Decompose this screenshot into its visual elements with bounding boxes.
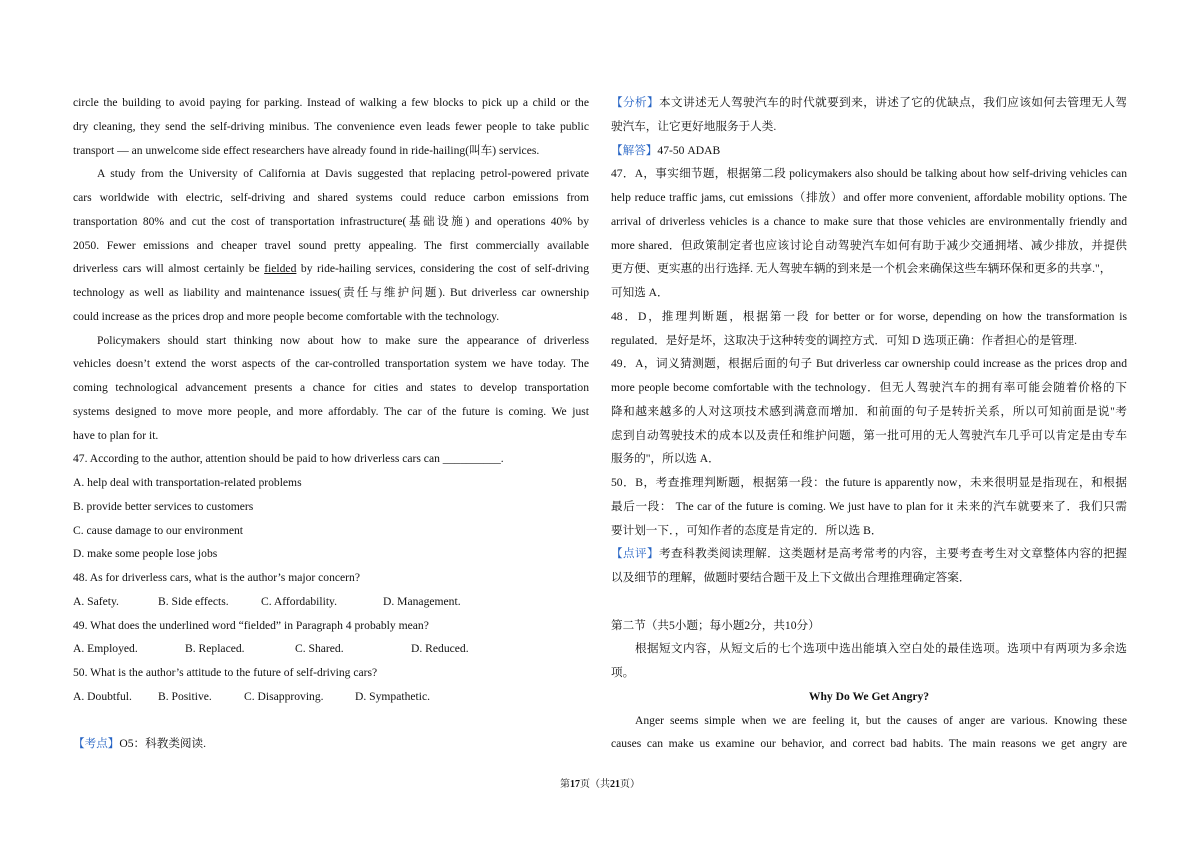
fenxi-line (611, 91, 1127, 115)
option-48-b: B. Side effects. (158, 594, 229, 608)
passage-line: Policymakers should start thinking now about how to make sure the appearance of driverless (97, 333, 589, 347)
passage-line: systems designed to move more people, and more affordably. The car of the future is coming. We just (73, 404, 589, 418)
option-48-a: A. Safety. (73, 594, 119, 608)
answer-48-line: 48．D，推理判断题，根据第一段 for better or for worse, depending on how the transformation is (611, 309, 1127, 323)
page-number: 17 (570, 779, 580, 790)
option-50-d: D. Sympathetic. (355, 689, 431, 703)
passage-text: driverless cars will almost certainly be (73, 262, 265, 276)
option-47-a: A. help deal with transportation-related problems (73, 476, 302, 489)
answer-50-line: 50．B，考查推理判断题，根据第一段：the future is apparently now，未来很明显是指现在，和根据 (611, 476, 1127, 489)
fenxi-text: 本文讲述无人驾驶汽车的时代就要到来，讲述了它的优缺点，我们应该如何去管理无人驾 (659, 96, 1127, 109)
footer-text: 页） (620, 779, 640, 790)
spacer (611, 590, 1127, 614)
dianping-line (611, 542, 1127, 566)
options-50 (73, 685, 589, 709)
kaodian-text: O5：科教类阅读. (119, 737, 207, 751)
footer-text: 第 (560, 779, 570, 790)
passage-line: A study from the University of California at Davis suggested that replacing petrol-powered private (97, 167, 589, 181)
options-49 (73, 637, 589, 661)
jieda-text: 47-50 ADAB (657, 143, 721, 157)
right-column (611, 91, 1127, 756)
option-47-b: B. provide better services to customers (73, 499, 254, 513)
question-47: 47. According to the author, attention should be paid to how driverless cars can __________. (73, 452, 504, 466)
jieda-line (611, 139, 1127, 163)
answer-49-line: 虑到自动驾驶技术的成本以及责任和维护问题，第一批可用的无人驾驶汽车几乎可以肯定是由专车 (611, 428, 1127, 442)
option-48-d: D. Management. (383, 594, 461, 608)
options-48 (73, 590, 589, 614)
instruction-line: 项。 (611, 666, 635, 679)
passage-line: cars worldwide with electric, self-driving and shared systems could reduce carbon emissions from (73, 191, 589, 204)
dianping-line: 以及细节的理解，做题时要结合题干及上下文做出合理推理确定答案． (611, 571, 971, 584)
section-heading: 第二节（共5小题；每小题2分，共10分） (611, 618, 820, 632)
passage-line: technology as well as liability and maintenance issues(责任与维护问题). But driverless car ownership (73, 286, 589, 299)
passage-line: causes can make us examine our behavior, and correct bad habits. The main reasons we get angry are (611, 737, 1127, 751)
answer-50-line: 要计划一下．，可知作者的态度是肯定的．所以选 B． (611, 523, 883, 537)
answer-47-line: arrival of driverless vehicles is a chance to make sure that those vehicles are environmentally friendly and (611, 214, 1127, 228)
page-footer (0, 775, 1200, 790)
passage-line: coming technological advancement presents a chance for cities and states to develop transportation (73, 381, 589, 394)
option-50-a: A. Doubtful. (73, 689, 132, 703)
passage-line: could increase as the prices drop and more people become comfortable with the technology. (73, 309, 500, 323)
answer-47-line: help reduce traffic jams, cut emissions（排放）and offer more convenient, affordable mobility options. The (611, 191, 1127, 204)
kaodian-tag: 【考点】 (73, 737, 120, 751)
passage-text: by ride-hailing services, considering the cost of self-driving (296, 262, 589, 276)
answer-48-line: regulated．是好是坏，这取决于这种转变的调控方式．可知 D 选项正确：作者担心的是管理. (611, 333, 1077, 347)
dianping-tag: 【点评】 (611, 547, 660, 561)
underlined-word: fielded (264, 262, 297, 276)
left-column (73, 91, 589, 756)
option-49-a: A. Employed. (73, 642, 138, 656)
answer-49-line: 服务的"，所以选 A． (611, 452, 720, 466)
answer-47-line: 可知选 A． (611, 286, 669, 299)
spacer (73, 709, 589, 733)
passage-line: 2050. Fewer emissions and cheaper travel sound pretty appealing. The first commercially available (73, 238, 589, 252)
passage-line (73, 257, 589, 281)
option-49-c: C. Shared. (295, 642, 344, 656)
fenxi-line: 驶汽车，让它更好地服务于人类. (611, 119, 777, 133)
answer-47-line: 更方便、更实惠的出行选择. 无人驾驶车辆的到来是一个机会来确保这些车辆环保和更多的共享."， (611, 262, 1112, 276)
option-48-c: C. Affordability. (261, 594, 337, 608)
jieda-tag: 【解答】 (611, 143, 658, 157)
answer-50-line: 最后一段： The car of the future is coming. We just have to plan for it 未来的汽车就要来了．我们只需 (611, 499, 1127, 513)
passage-line: Anger seems simple when we are feeling it, but the causes of anger are various. Knowing these (635, 713, 1127, 727)
passage-line: circle the building to avoid paying for parking. Instead of walking a few blocks to pick up a child or the (73, 96, 589, 109)
instruction-line: 根据短文内容，从短文后的七个选项中选出能填入空白处的最佳选项。选项中有两项为多余选 (635, 642, 1127, 656)
option-50-b: B. Positive. (158, 689, 212, 703)
option-49-b: B. Replaced. (185, 642, 245, 656)
kaodian-line (73, 732, 589, 756)
option-47-c: C. cause damage to our environment (73, 523, 243, 537)
answer-49-line: 49．A，词义猜测题，根据后面的句子 But driverless car ownership could increase as the prices drop and (611, 357, 1127, 371)
answer-49-line: more people become comfortable with the technology．但无人驾驶汽车的拥有率可能会随着价格的下 (611, 381, 1127, 394)
option-50-c: C. Disapproving. (244, 689, 324, 703)
passage-title: Why Do We Get Angry? (808, 689, 930, 703)
question-49: 49. What does the underlined word “fielded” in Paragraph 4 probably mean? (73, 618, 429, 632)
passage-line: transportation 80% and cut the cost of transportation infrastructure(基础设施) and operations 40% by (73, 214, 589, 228)
question-50: 50. What is the author’s attitude to the future of self-driving cars? (73, 666, 378, 679)
answer-47-line: 47．A，事实细节题，根据第二段 policymakers also should be talking about how self-driving vehicles can (611, 167, 1127, 181)
passage-line: transport — an unwelcome side effect researchers have already found in ride-hailing(叫车) services. (73, 143, 540, 157)
option-47-d: D. make some people lose jobs (73, 547, 218, 561)
question-48: 48. As for driverless cars, what is the author’s major concern? (73, 571, 360, 584)
answer-49-line: 降和越来越多的人对这项技术感到满意而增加．和前面的句子是转折关系，所以可知前面是说"考 (611, 404, 1127, 418)
passage-line: have to plan for it. (73, 428, 159, 442)
option-49-d: D. Reduced. (411, 642, 469, 656)
dianping-text: 考查科教类阅读理解．这类题材是高考常考的内容，主要考查考生对文章整体内容的把握 (659, 547, 1127, 561)
total-pages: 21 (610, 779, 620, 790)
answer-47-line: more shared．但政策制定者也应该讨论自动驾驶汽车如何有助于减少交通拥堵、减少排放，并提供 (611, 238, 1127, 252)
passage-line: dry cleaning, they send the self-driving minibus. The convenience even leads fewer people to take public (73, 119, 589, 133)
footer-text: 页（共 (580, 779, 610, 790)
passage-line: vehicles doesn’t extend the worst aspects of the car-controlled transportation system we have today. The (73, 357, 589, 371)
fenxi-tag: 【分析】 (611, 96, 660, 109)
